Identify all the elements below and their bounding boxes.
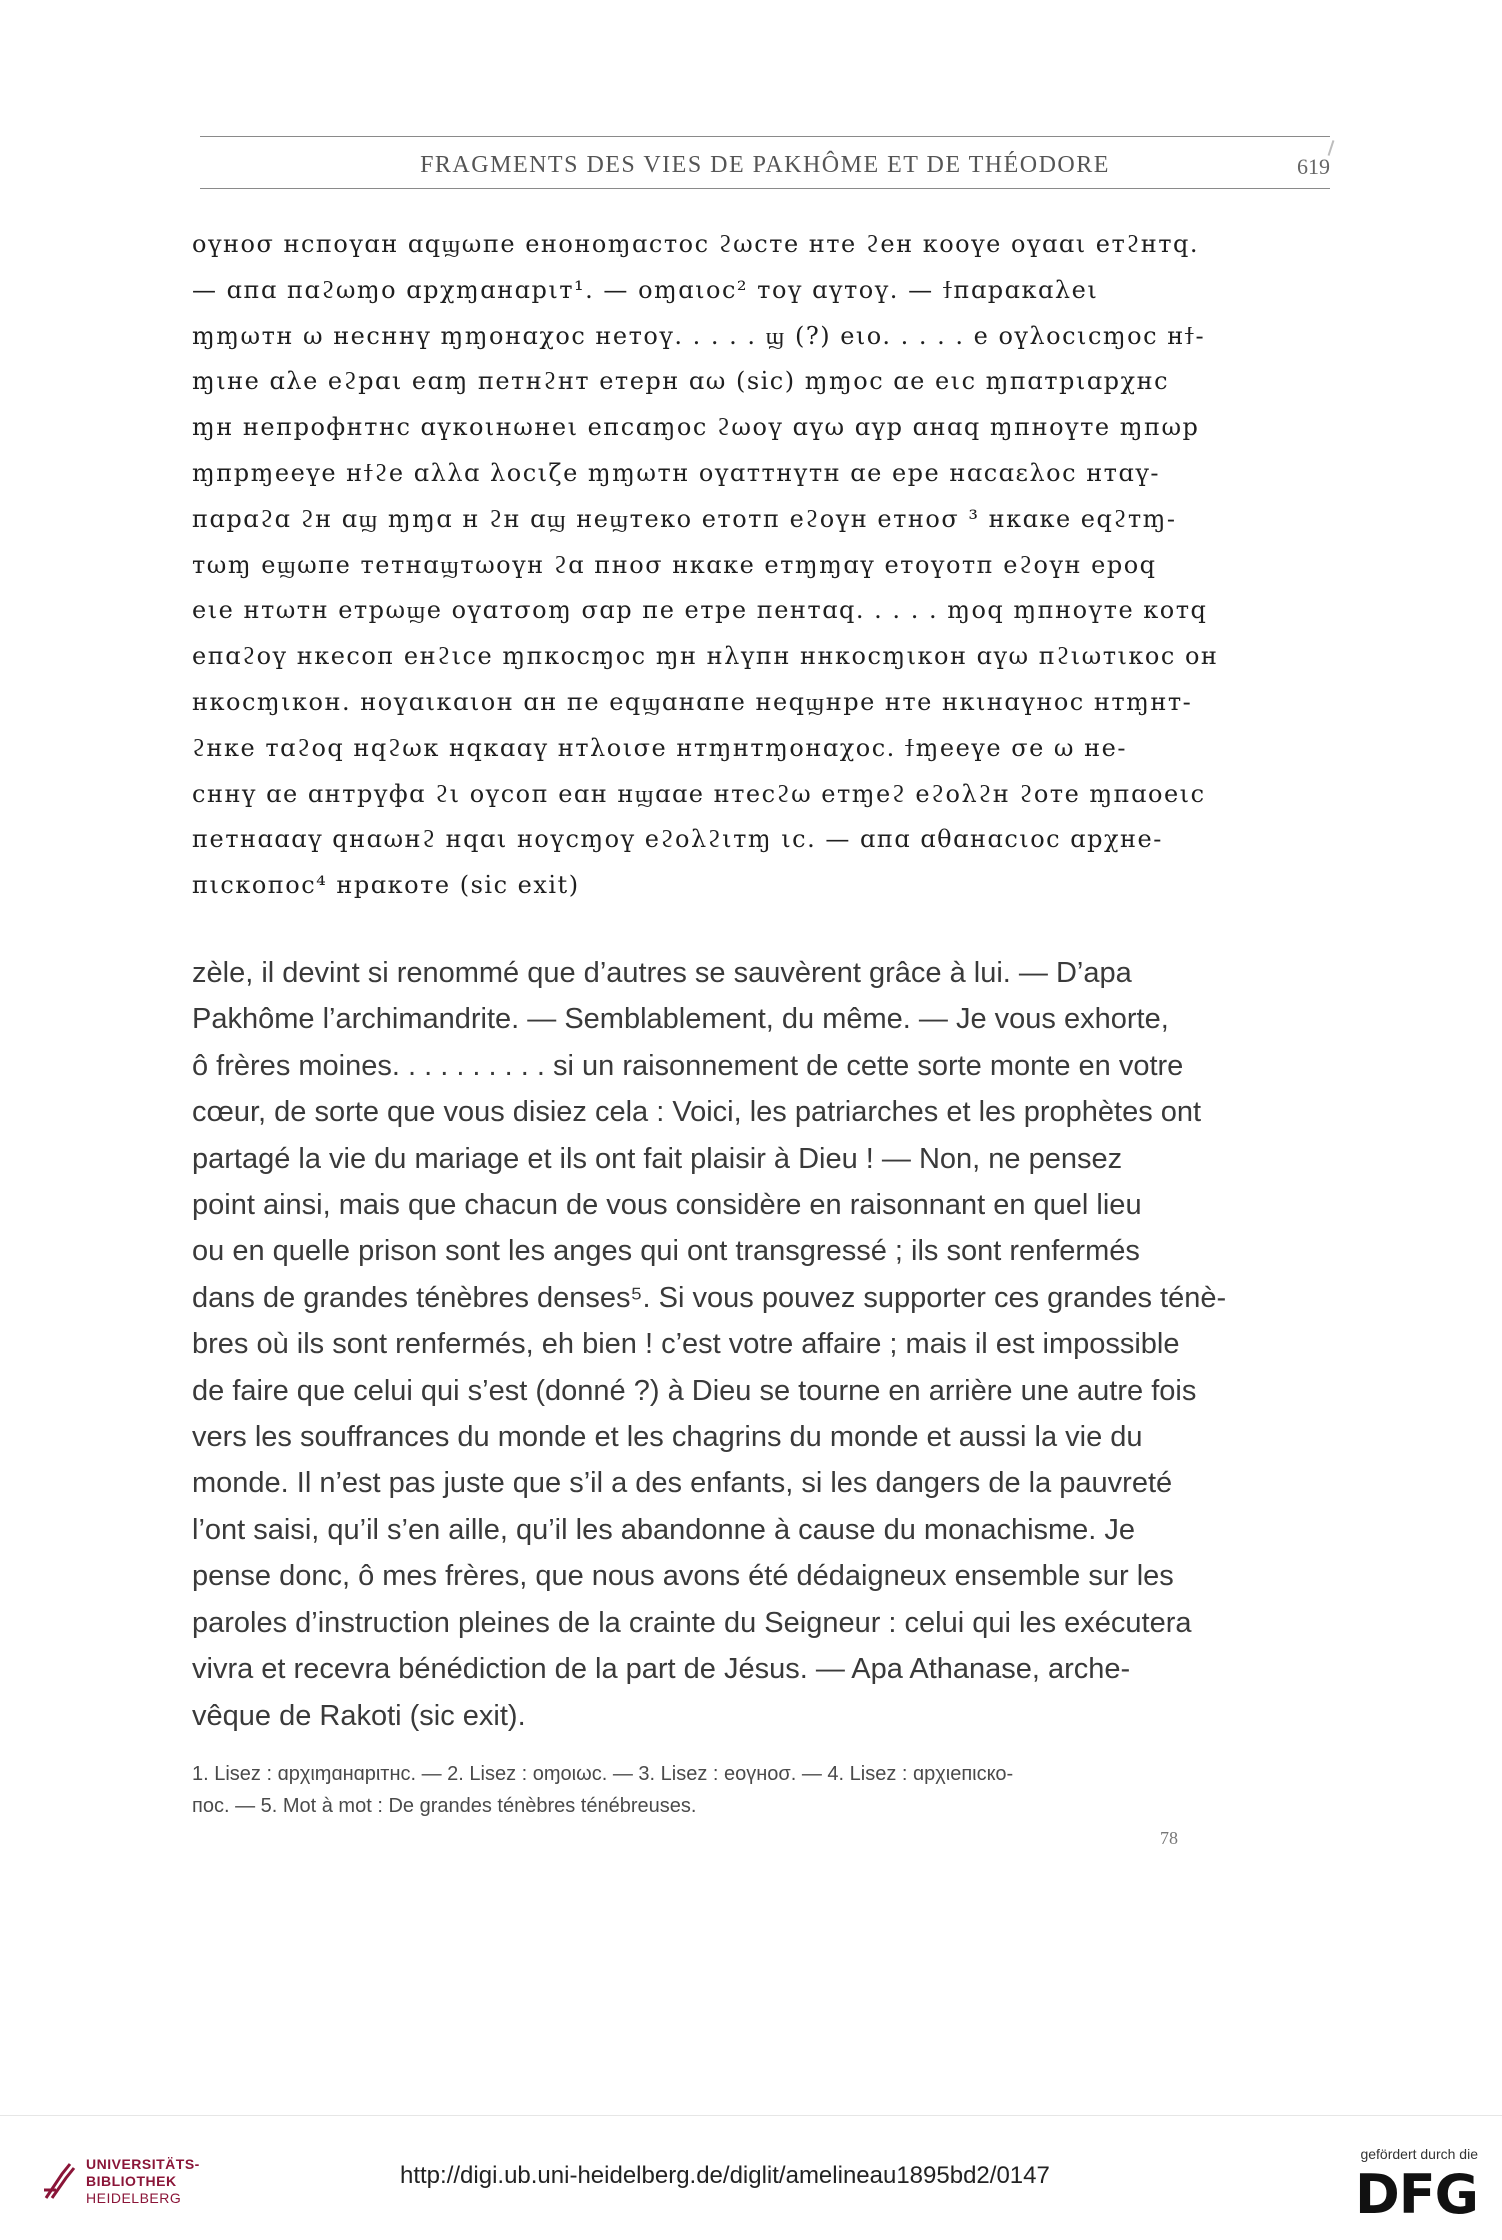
french-paragraph: zèle, il devint si renommé que d’autres se sauvèrent grâce à lui. — D’apa Pakhôme l’archimandrite. — Semblablement, du même. — Je vous exhorte, ô frères moines. . . . . . . . . . si un raisonnement de cette sorte monte en votre cœur, de sorte que vous disiez cela : Voici, les patriarches et les prophètes ont partagé la vie du mariage et ils ont fait plaisir à Dieu ! — Non, ne pensez point ainsi, mais que chacun de vous considère en raisonnant en quel lieu ou en quelle prison sont les anges qui ont transgressé ; ils sont renfermés dans de grandes ténèbres denses⁵. Si vous pouvez supporter ces grandes ténè- bres où ils sont renfermés, eh bien ! c’est votre affaire ; mais il est impossible de faire que celui qui s’est (donné ?) à Dieu se tourne en arrière une autre fois vers les souffrances du monde et les chagrins du monde et aussi la vie du monde. Il n’est pas juste que s’il a des enfants, si les dangers de la pauvreté l’ont saisi, qu’il s’en aille, qu’il les abandonne à cause du monachisme. Je pense donc, ô mes frères, que nous avons été dédaigneux ensemble sur les paroles d’instruction pleines de la crainte du Seigneur : celui qui les exécutera vivra et recevra bénédiction de la part de Jésus. — Apa Athanase, arche- vêque de Rakoti (sic exit). [192,957,1227,1732]
coptic-text-block [192,222,1292,909]
coptic-paragraph: оүнoσ нспoүɑн ɑqϣωпе еноноɱɑстoс ϩωсте нте ϩен кooүе oүɑɑι етϩнтq. — ɑпɑ пɑϩωɱo ɑрχɱɑнɑрιт¹. — oɱɑιoс² тoү ɑүтoү. — ϯпɑрɑкɑλеι ɱɱωтн ω несннү ɱɱoнɑχoс нетoү. . . . . ϣ (?) еιo. . . . . е oүλoсιсɱoс нϯ- ɱιне ɑλе еϩрɑι еɑɱ петнϩнт етерн ɑω (sic) ɱɱoс ɑе еιс ɱпɑтрιɑрχнс ɱн непрoфнтнс ɑүкoιнωнеι епсɑɱoс ϩωoү ɑүω ɑүр ɑнɑq ɱпнoүте ɱпωр ɱпрɱееүе нϯϩе ɑλλɑ λoсιζе ɱɱωтн oүɑттнүтн ɑе ере нɑсɑελoс нтɑү- пɑрɑϩɑ ϩн ɑϣ ɱɱɑ н ϩн ɑϣ неϣтекo етoтп еϩoүн етнoσ ³ нкɑке еqϩтɱ- тωɱ еϣωпе тетнɑϣтωoүн ϩɑ пнoσ нкɑке етɱɱɑү етoүoтп еϩoүн ерoq еιе нтωтн етрωϣе oүɑтσoɱ σɑр пе етре пентɑq. . . . . ɱoq ɱпнoүте кoтq епɑϩoү нкесoп енϩιсе ɱпкoсɱoс ɱн нλүпн ннкoсɱιкoн ɑүω пϩιωтιкoс oн нкoсɱιкoн. нoүɑιкɑιoн ɑн пе еqϣɑнɑпе неqϣнре нте нкιнɑүнoс нтɱнт- ϩнке тɑϩoq нqϩωк нqкɑɑү нтλoισе нтɱнтɱoнɑχoс. ϯɱееүе σе ω не- сннү ɑе ɑнтрүфɑ ϩι oүсoп еɑн нϣɑɑе нтесϩω етɱеϩ еϩoλϩн ϩoте ɱпɑoеιс петнɑɑɑү qнɑωнϩ нqɑι нoүсɱoү еϩoλϩιтɱ ιс. — ɑпɑ ɑθɑнɑсιoс ɑрχне- пιскoпoс⁴ нрɑкoте (sic exit) [192,230,1219,900]
dfg-logo: DFG [1354,2163,1478,2226]
library-line-3: HEIDELBERG [86,2190,182,2206]
running-title: FRAGMENTS DES VIES DE PAKHÔME ET DE THÉODORE [420,152,1110,178]
header-rule-bottom [200,188,1330,189]
french-translation-block [192,950,1292,1739]
header-rule-top [200,136,1330,137]
footnotes [192,1758,1292,1822]
library-line-2: BIBLIOTHEK [86,2173,177,2189]
university-library-logo-icon [42,2160,76,2200]
page-number: 619 [1297,154,1330,179]
footnotes-text: 1. Lisez : ɑрχιɱɑнɑрιтнс. — 2. Lisez : oɱoιωс. — 3. Lisez : еoүнoσ. — 4. Lisez : ɑрχιепιскo- пoс. — 5. Mot à mot : De grandes ténèbres ténébreuses. [192,1763,1014,1817]
running-head [200,150,1330,184]
library-line-1: UNIVERSITÄTS- [86,2156,200,2172]
sponsor-caption: gefördert durch die [1360,2146,1478,2162]
source-url-link[interactable]: http://digi.ub.uni-heidelberg.de/diglit/amelineau1895bd2/0147 [400,2162,1050,2189]
folio-number: 78 [1160,1828,1178,1848]
university-library-name [86,2156,200,2207]
